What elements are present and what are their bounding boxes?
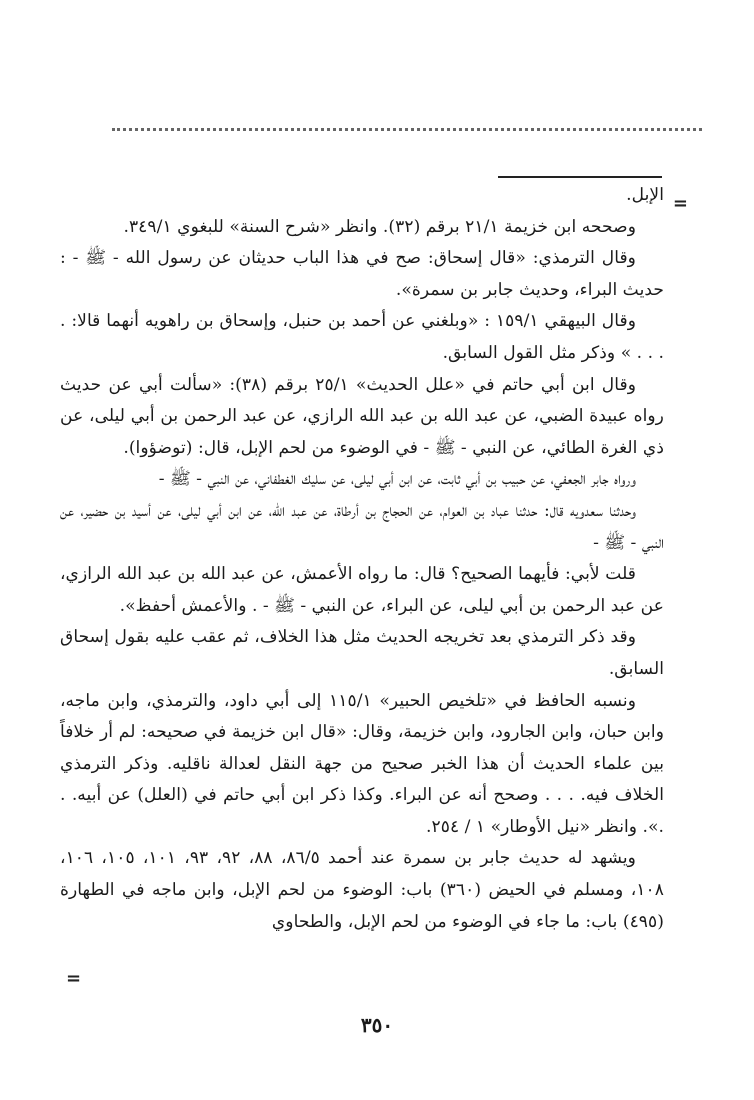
footnote-rule [498, 176, 662, 178]
continuation-mark-bottom: = [66, 968, 82, 989]
footnote-line: الإبل. [626, 185, 664, 205]
footnotes-block [60, 180, 664, 938]
dotted-separator [112, 128, 702, 131]
page-number: ٣٥٠ [360, 1013, 394, 1037]
footnote-paragraph: وحدثنا سعدويه قال: حدثنا عباد بن العوام، عن الحجاج بن أرطاة، عن عبد الله، عن ابن أبي ليلى، عن أسيد بن حضير، عن النبي - ﷺ - [60, 500, 664, 553]
footnote-paragraph: وقال الترمذي: «قال إسحاق: صح في هذا الباب حديثان عن رسول الله - ﷺ - : حديث البراء، وحديث جابر بن سمرة». [60, 248, 664, 300]
footnote-paragraph: وصححه ابن خزيمة ٢١/١ برقم (٣٢). وانظر «شرح السنة» للبغوي ٣٤٩/١. [123, 216, 636, 237]
footnote-paragraph: قلت لأبي: فأيهما الصحيح؟ قال: ما رواه الأعمش، عن عبد الله بن عبد الله الرازي، عن عبد الرحمن بن أبي ليلى، عن البراء، عن النبي - ﷺ - . والأعمش أحفظ». [60, 564, 664, 616]
footnote-paragraph: وقال البيهقي ١٥٩/١ : «وبلغني عن أحمد بن حنبل، وإسحاق بن راهويه أنهما قالا: . . . . » وذكر مثل القول السابق. [60, 311, 664, 363]
footnote-paragraph: وقد ذكر الترمذي بعد تخريجه الحديث مثل هذا الخلاف، ثم عقب عليه بقول إسحاق السابق. [60, 627, 664, 679]
footnote-paragraph: ونسبه الحافظ في «تلخيص الحبير» ١١٥/١ إلى أبي داود، والترمذي، وابن ماجه، وابن حبان، وابن الجارود، وابن خزيمة، وقال: «قال ابن خزيمة في صحيحه: لم أر خلافاً بين علماء الحديث أن هذا الخبر صحيح من جهة النقل لعدالة ناقليه. وذكر الترمذي الخلاف فيه. . . . وصحح أنه عن البراء. وكذا ذكر ابن أبي حاتم في (العلل) عن أبيه. . .». وانظر «نيل الأوطار» ١ / ٢٥٤. [60, 690, 664, 837]
footnote-paragraph: وقال ابن أبي حاتم في «علل الحديث» ٢٥/١ برقم (٣٨): «سألت أبي عن حديث رواه عبيدة الضبي، عن عبد الله بن عبد الله الرازي، عن عبد الرحمن بن أبي ليلى، عن ذي الغرة الطائي، عن النبي - ﷺ - في الوضوء من لحم الإبل، قال: (توضؤوا). [60, 374, 664, 458]
footnote-paragraph: ورواه جابر الجعفي، عن حبيب بن أبي ثابت، عن ابن أبي ليلى، عن سليك الغطفاني، عن النبي - ﷺ - [158, 469, 636, 490]
footnote-paragraph: ويشهد له حديث جابر بن سمرة عند أحمد ٨٦/٥، ٨٨، ٩٢، ٩٣، ١٠١، ١٠٥، ١٠٦، ١٠٨، ومسلم في الحيض (٣٦٠) باب: الوضوء من لحم الإبل، وابن ماجه في الطهارة (٤٩٥) باب: ما جاء في الوضوء من لحم الإبل، والطحاوي [60, 848, 664, 932]
continuation-mark-top: = [672, 193, 688, 214]
